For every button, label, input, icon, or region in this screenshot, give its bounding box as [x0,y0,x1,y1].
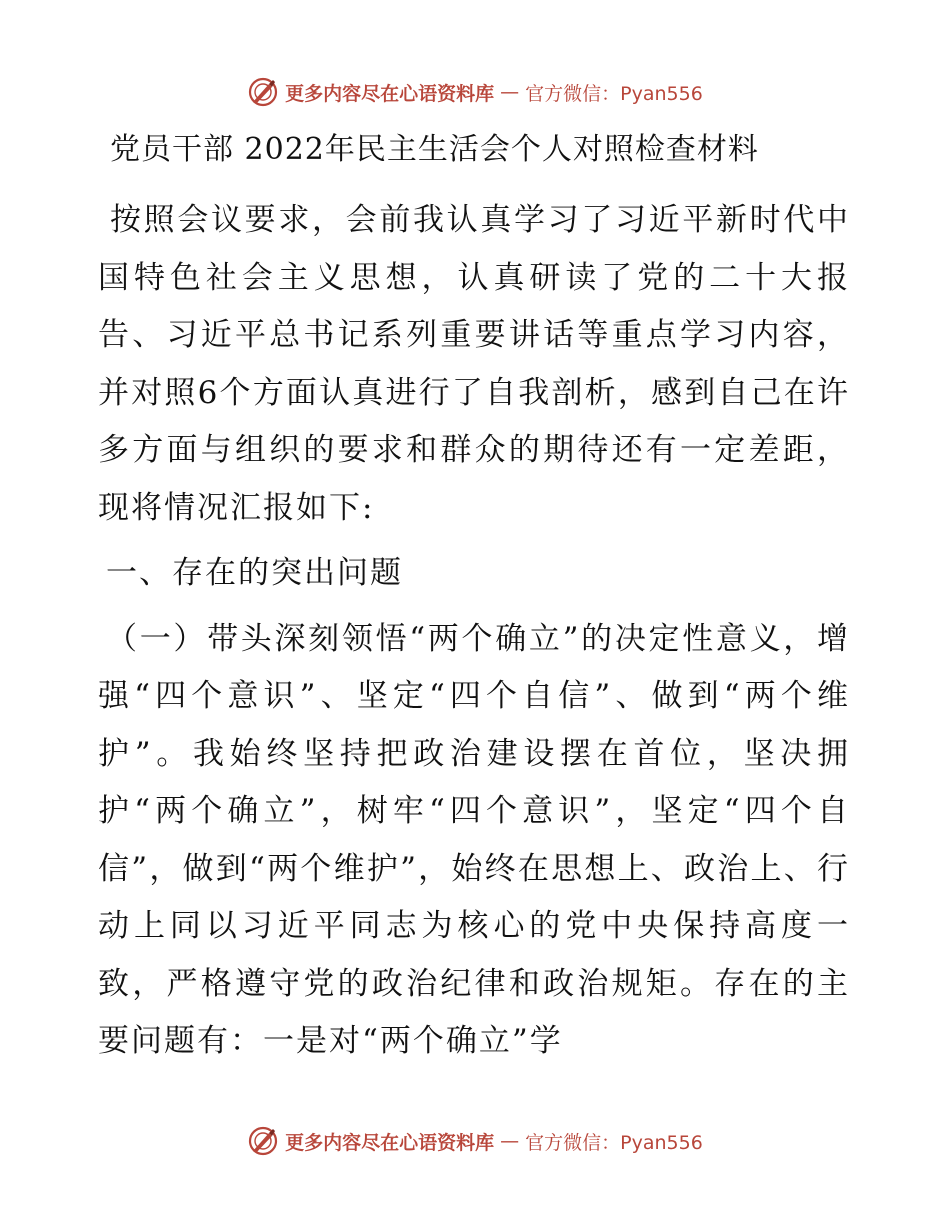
intro-paragraph: 按照会议要求，会前我认真学习了习近平新时代中国特色社会主义思想，认真研读了党的二十大报告、习近平总书记系列重要讲话等重点学习内容，并对照6个方面认真进行了自我剖析，感到自己在许多方面与组织的要求和群众的期待还有一定差距，现将情况汇报如下: [98,202,850,526]
watermark-footer [0,1121,950,1161]
watermark-header [0,72,950,112]
watermark-contact: 官方微信：Pyan556 [525,1131,703,1154]
watermark-separator: — [500,81,520,103]
watermark-separator: — [500,1130,520,1152]
pen-logo-icon [247,1125,279,1157]
document-body [98,122,850,1071]
section-paragraph: （一）带头深刻领悟“两个确立”的决定性意义，增强“四个意识”、坚定“四个自信”、做到“两个维护”。我始终坚持把政治建设摆在首位，坚决拥护“两个确立”，树牢“四个意识”，坚定“四个自信”，做到“两个维护”，始终在思想上、政治上、行动上同以习近平同志为核心的党中央保持高度一致，严格遵守党的政治纪律和政治规矩。存在的主要问题有：一是对“两个确立”学 [98,620,850,1059]
document-title: 党员干部 2022年民主生活会个人对照检查材料 [110,132,759,167]
section-heading: 一、存在的突出问题 [106,555,403,591]
watermark-text: 更多内容尽在心语资料库 [285,82,495,105]
pen-logo-icon [247,76,279,108]
watermark-text: 更多内容尽在心语资料库 [285,1131,495,1154]
watermark-contact: 官方微信：Pyan556 [525,82,703,105]
